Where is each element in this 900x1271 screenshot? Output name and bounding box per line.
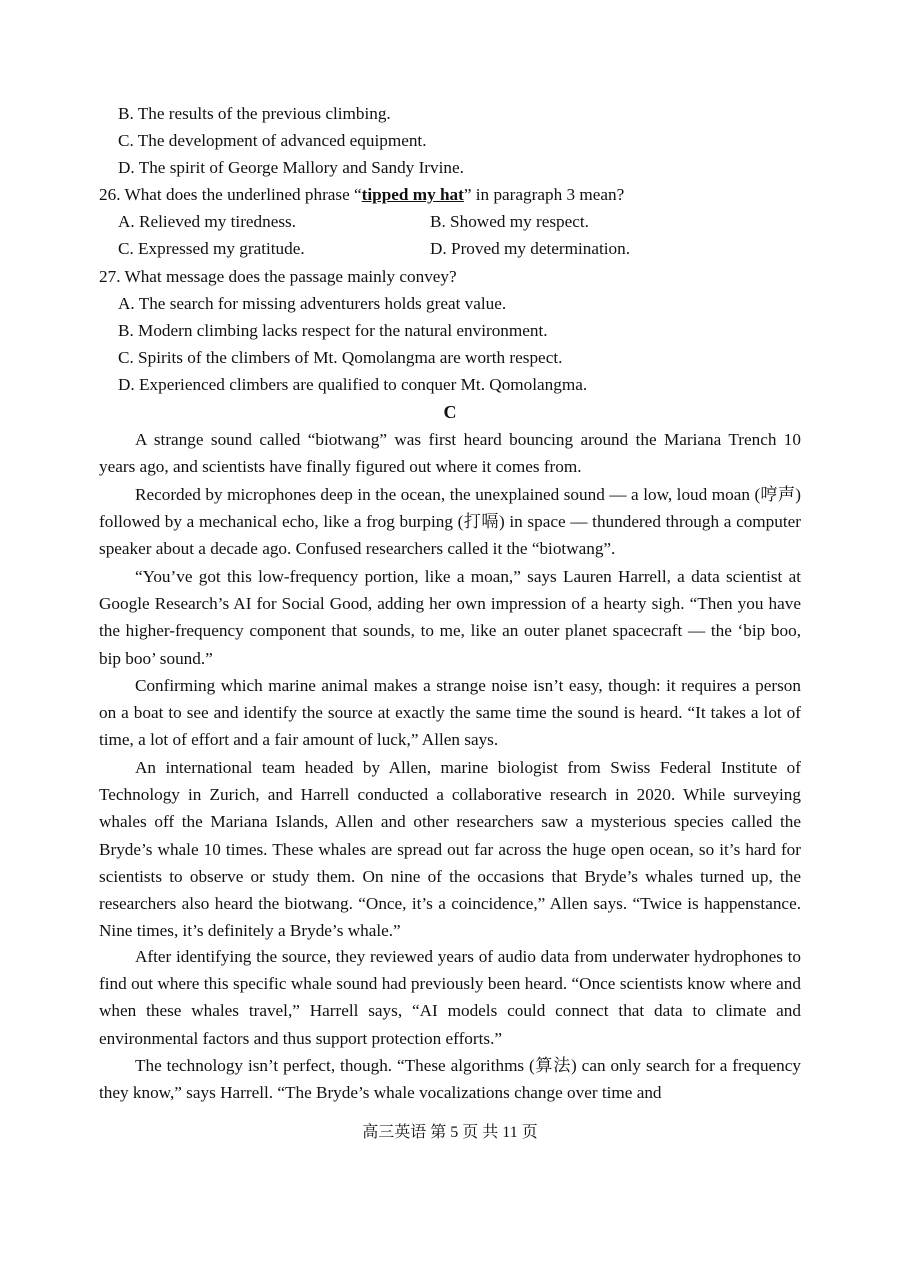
question-26-stem-after: ” in paragraph 3 mean?	[463, 185, 625, 204]
paragraph-6: After identifying the source, they reviewed years of audio data from underwater hydrophones to find out where this specific whale sound had previously been heard. “Once scientists know where and when these whales travel,” Harrell says, “AI models could connect that data to climate and environmental factors and thus support protection efforts.”	[99, 947, 801, 1048]
option-27-d: D. Experienced climbers are qualified to conquer Mt. Qomolangma.	[118, 375, 588, 394]
question-26-stem-before: 26. What does the underlined phrase “	[99, 185, 362, 204]
section-heading: C	[443, 402, 457, 422]
paragraph-2: Recorded by microphones deep in the ocean, the unexplained sound — a low, loud moan (哼声) followed by a mechanical echo, like a frog burping (打嗝) in space — thundered through a computer speaker about a decade ago. Confused researchers called it the “biotwang”.	[99, 485, 801, 559]
paragraph-4: Confirming which marine animal makes a strange noise isn’t easy, though: it requires a person on a boat to see and identify the source at exactly the same time the sound is heard. “It takes a lot of time, a lot of effort and a fair amount of luck,” Allen says.	[99, 676, 801, 750]
option-25-b: B. The results of the previous climbing.	[118, 104, 391, 123]
paragraph-7: The technology isn’t perfect, though. “These algorithms (算法) can only search for a frequency they know,” says Harrell. “The Bryde’s whale vocalizations change over time and	[99, 1056, 801, 1103]
question-27-stem: 27. What message does the passage mainly convey?	[99, 267, 457, 286]
paragraph-3: “You’ve got this low-frequency portion, like a moan,” says Lauren Harrell, a data scientist at Google Research’s AI for Social Good, adding her own impression of a hearty sigh. “Then you have the higher-frequency component that sounds, to me, like an outer planet spacecraft — the ‘bip boo, bip boo’ sound.”	[99, 567, 801, 668]
question-26-stem	[99, 181, 624, 208]
option-26-c: C. Expressed my gratitude.	[118, 239, 305, 258]
option-27-a: A. The search for missing adventurers holds great value.	[118, 294, 507, 313]
paragraph-5: An international team headed by Allen, marine biologist from Swiss Federal Institute of Technology in Zurich, and Harrell conducted a collaborative research in 2020. While surveying whales off the Mariana Islands, Allen and other researchers saw a mysterious species called the Bryde’s whale 10 times. These whales are spread out far across the huge open ocean, so it’s hard for scientists to observe or study them. On nine of the occasions that Bryde’s whales turned up, the researchers also heard the biotwang. “Once, it’s a coincidence,” Allen says. “Twice is happenstance. Nine times, it’s definitely a Bryde’s whale.”	[99, 758, 801, 941]
option-25-d: D. The spirit of George Mallory and Sandy Irvine.	[118, 158, 464, 177]
option-27-c: C. Spirits of the climbers of Mt. Qomolangma are worth respect.	[118, 348, 563, 367]
page-footer: 高三英语 第 5 页 共 11 页	[362, 1124, 538, 1141]
option-25-c: C. The development of advanced equipment.	[118, 131, 427, 150]
option-26-b: B. Showed my respect.	[430, 212, 589, 231]
option-27-b: B. Modern climbing lacks respect for the natural environment.	[118, 321, 548, 340]
option-26-d: D. Proved my determination.	[430, 239, 631, 258]
underlined-phrase: tipped my hat	[361, 185, 464, 204]
option-26-a: A. Relieved my tiredness.	[118, 212, 297, 231]
paragraph-1: A strange sound called “biotwang” was first heard bouncing around the Mariana Trench 10 years ago, and scientists have finally figured out where it comes from.	[99, 430, 801, 477]
